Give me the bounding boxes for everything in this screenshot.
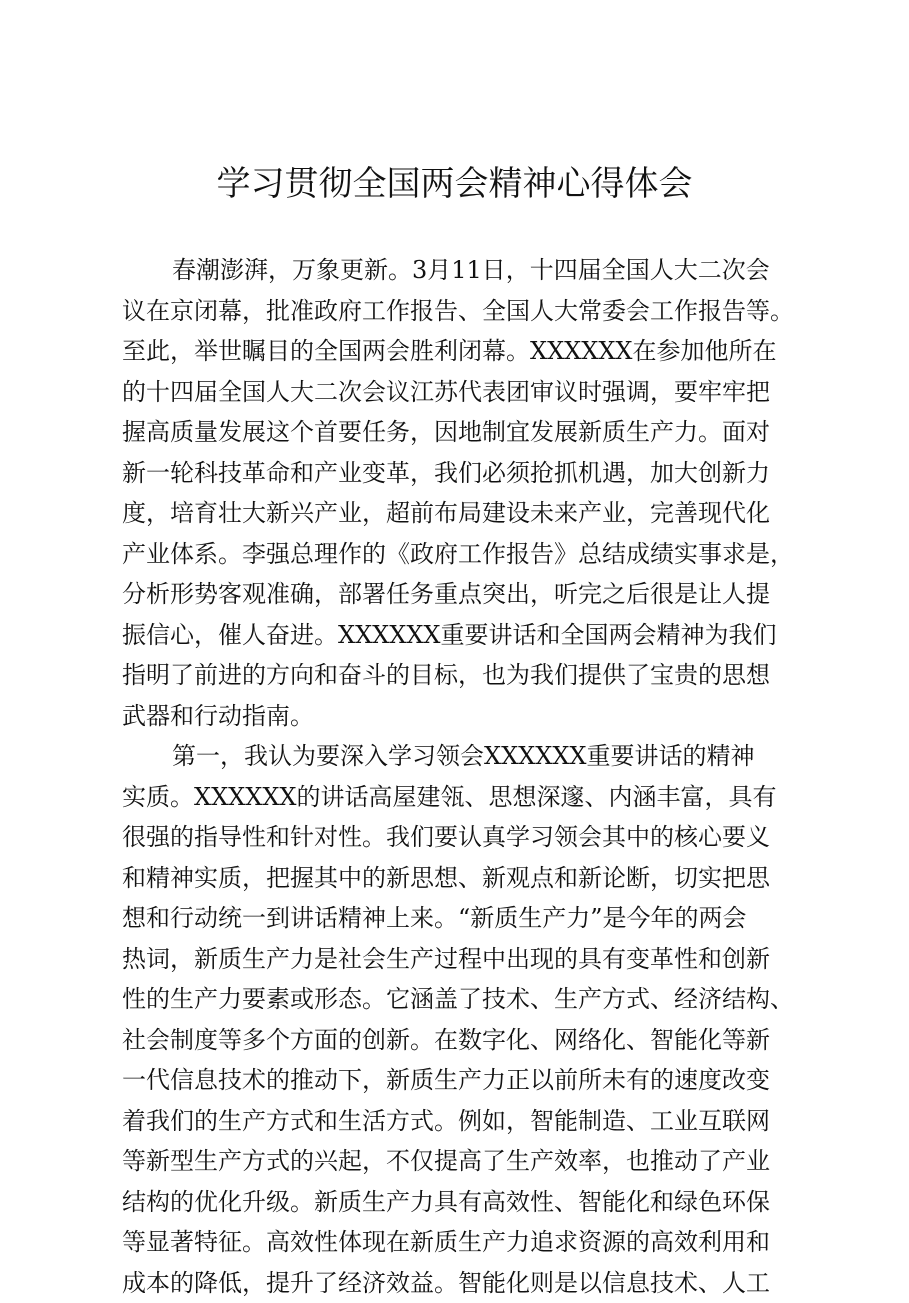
text-line: 指明了前进的方向和奋斗的目标，也为我们提供了宝贵的思想 — [122, 655, 802, 696]
text-line: 议在京闭幕，批准政府工作报告、全国人大常委会工作报告等。 — [122, 291, 802, 332]
text-line: 一代信息技术的推动下，新质生产力正以前所未有的速度改变 — [122, 1060, 802, 1101]
text-line: 等显著特征。高效性体现在新质生产力追求资源的高效利用和 — [122, 1222, 802, 1263]
text-line: 第一，我认为要深入学习领会XXXXXX重要讲话的精神 — [122, 736, 802, 777]
text-line: 等新型生产方式的兴起，不仅提高了生产效率，也推动了产业 — [122, 1141, 802, 1182]
text-line: 热词，新质生产力是社会生产过程中出现的具有变革性和创新 — [122, 939, 802, 980]
document-title: 学习贯彻全国两会精神心得体会 — [0, 160, 909, 208]
text-line: 新一轮科技革命和产业变革，我们必须抢抓机遇，加大创新力 — [122, 453, 802, 494]
text-line: 的十四届全国人大二次会议江苏代表团审议时强调，要牢牢把 — [122, 372, 802, 413]
text-line: 武器和行动指南。 — [122, 696, 802, 737]
text-line: 很强的指导性和针对性。我们要认真学习领会其中的核心要义 — [122, 817, 802, 858]
text-line: 振信心，催人奋进。XXXXXX重要讲话和全国两会精神为我们 — [122, 615, 802, 656]
text-line: 春潮澎湃，万象更新。3月11日，十四届全国人大二次会 — [122, 250, 802, 291]
text-line: 性的生产力要素或形态。它涵盖了技术、生产方式、经济结构、 — [122, 979, 802, 1020]
document-body — [122, 250, 802, 1303]
text-line: 社会制度等多个方面的创新。在数字化、网络化、智能化等新 — [122, 1020, 802, 1061]
text-line: 结构的优化升级。新质生产力具有高效性、智能化和绿色环保 — [122, 1182, 802, 1223]
text-line: 握高质量发展这个首要任务，因地制宜发展新质生产力。面对 — [122, 412, 802, 453]
text-line: 成本的降低，提升了经济效益。智能化则是以信息技术、人工 — [122, 1263, 802, 1303]
text-line: 产业体系。李强总理作的《政府工作报告》总结成绩实事求是， — [122, 534, 802, 575]
text-line: 度，培育壮大新兴产业，超前布局建设未来产业，完善现代化 — [122, 493, 802, 534]
text-line: 想和行动统一到讲话精神上来。“新质生产力”是今年的两会 — [122, 898, 802, 939]
text-line: 实质。XXXXXX的讲话高屋建瓴、思想深邃、内涵丰富，具有 — [122, 777, 802, 818]
text-line: 至此，举世瞩目的全国两会胜利闭幕。XXXXXX在参加他所在 — [122, 331, 802, 372]
text-line: 着我们的生产方式和生活方式。例如，智能制造、工业互联网 — [122, 1101, 802, 1142]
text-line: 分析形势客观准确，部署任务重点突出，听完之后很是让人提 — [122, 574, 802, 615]
text-line: 和精神实质，把握其中的新思想、新观点和新论断，切实把思 — [122, 858, 802, 899]
